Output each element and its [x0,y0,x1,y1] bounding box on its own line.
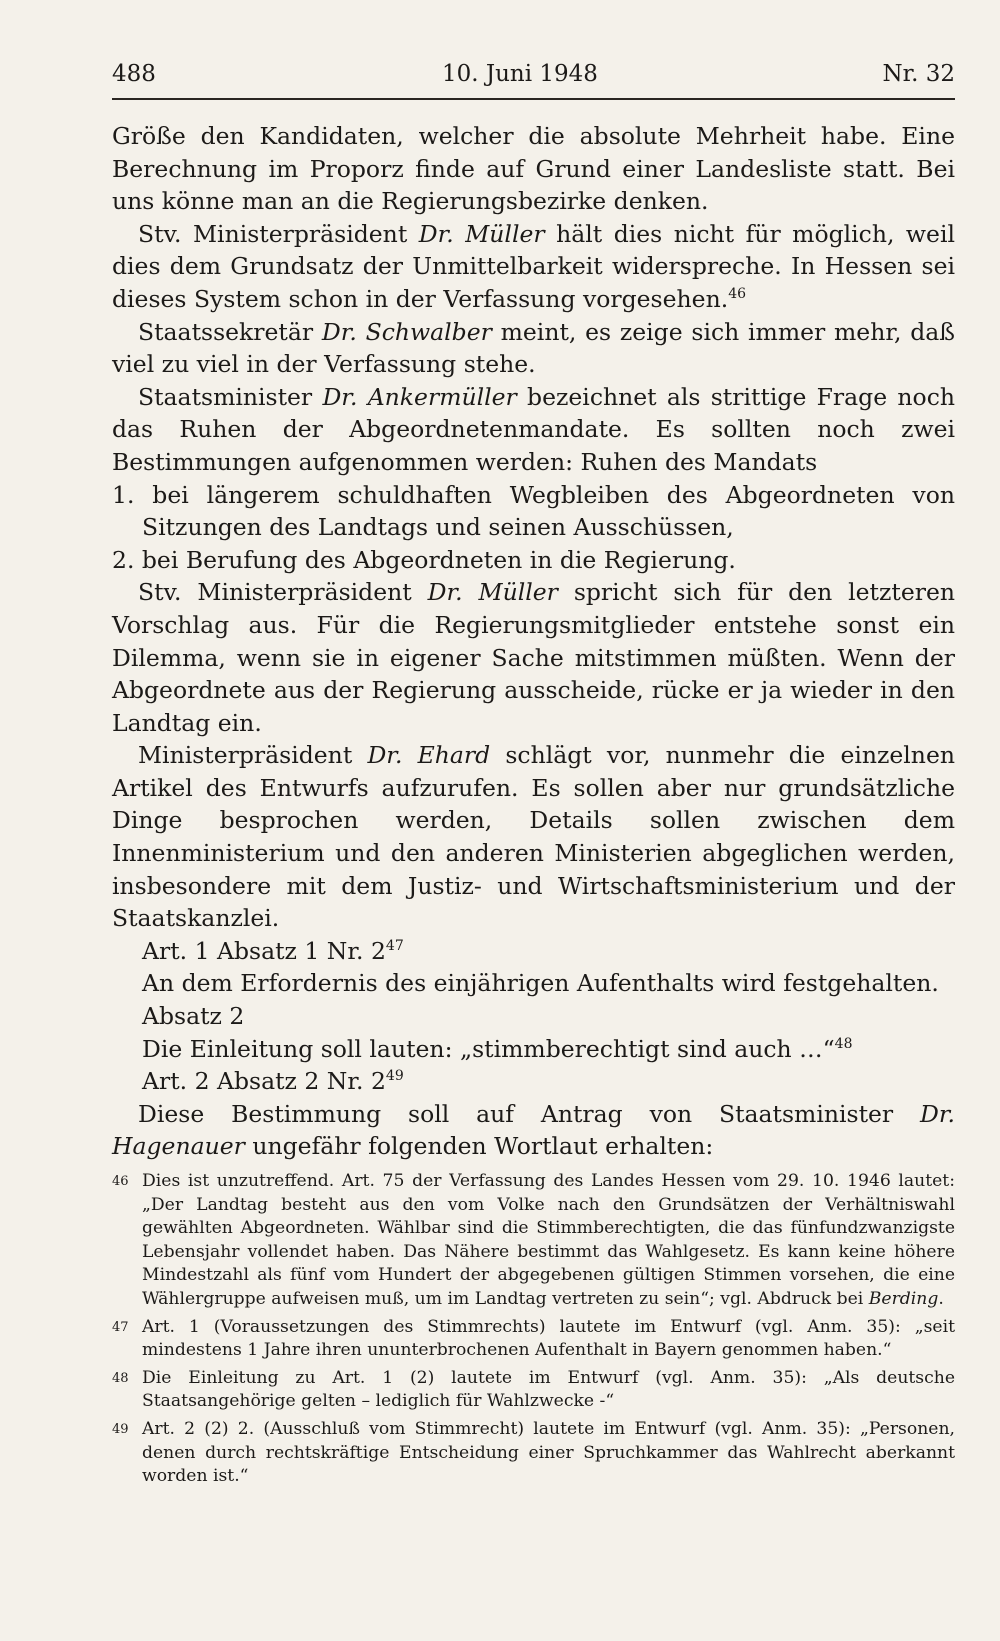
italic-name: Ankermüller [367,382,517,411]
italic-name: Dr. [920,1099,955,1128]
paragraph [112,576,955,739]
paragraph [112,1065,955,1098]
text-run: An dem Erfordernis des einjährigen Aufenthalts wird festgehalten. [142,969,939,998]
footnote-number: 46 [112,1174,129,1189]
body-text [112,120,955,1163]
paragraph [112,935,955,968]
italic-name: Dr. [427,578,479,607]
text-run: Die Einleitung zu Art. 1 (2) lautete im Entwurf (vgl. Anm. 35): „Als deutsche Staatsangehörige gelten – lediglich für Wahlzwecke -“ [142,1367,955,1412]
footnote-number: 49 [112,1421,129,1437]
paragraph [112,967,955,1000]
text-run: bezeichnet als strittige Frage noch das Ruhen der Abgeordnetenmandate. Es sollten noch zwei Bestimmungen aufgenommen werden: Ruhen des Mandats [112,382,955,476]
italic-name: Müller [478,578,558,607]
footnote [112,1316,955,1363]
text-run: Art. 2 (2) 2. (Ausschluß vom Stimmrecht) lautete im Entwurf (vgl. Anm. 35): „Personen, denen durch rechtskräftige Entscheidung einer Spruchkammer das Wahlrecht aberkannt worden ist.“ [142,1418,955,1487]
list-item [112,479,955,544]
text-run: schlägt vor, nunmehr die einzelnen Artikel des Entwurfs aufzurufen. Es sollen aber nur grundsätzliche Dinge besprochen werden, Details sollen zwischen dem Innenministerium und den anderen Ministerien abgeglichen werden, insbesondere mit dem Justiz- und Wirtschaftsministerium und der Staatskanzlei. [112,741,955,933]
paragraph [112,739,955,935]
text-run: Staatsminister [138,382,323,411]
list-item [112,544,955,577]
text-run: . [938,1288,944,1309]
paragraph [112,120,955,218]
italic-name: Schwalber [365,317,492,346]
footnote-ref: 48 [834,1035,853,1052]
paragraph [112,1000,955,1033]
text-run: spricht sich für den letzteren Vorschlag aus. Für die Regierungsmitglieder entstehe sonst ein Dilemma, wenn sie in eigener Sache mitstimmen müßten. Wenn der Abgeordnete aus der Regierung ausscheide, rücke er ja wieder in den Landtag ein. [112,578,955,737]
text-run: Absatz 2 [142,1002,245,1031]
footnote-ref: 49 [385,1068,404,1085]
italic-name: Hagenauer [112,1132,245,1161]
page-number: 488 [112,61,156,87]
text-run: meint, es zeige sich immer mehr, daß viel zu viel in der Verfassung stehe. [112,317,955,379]
footnote [112,1418,955,1489]
footnote-ref: 46 [728,286,747,303]
text-run: 2. bei Berufung des Abgeordneten in die Regierung. [112,545,736,574]
text-run: Staatssekretär [138,317,322,346]
text-run: Art. 2 Absatz 2 Nr. 2 [142,1067,386,1096]
italic-name: Dr. [367,741,418,770]
italic-name: Ehard [417,741,491,770]
text-run: Ministerpräsident [138,741,368,770]
paragraph [112,218,955,316]
text-run: Art. 1 Absatz 1 Nr. 2 [142,936,386,965]
text-run: Diese Bestimmung soll auf Antrag von Staatsminister [138,1099,921,1128]
paragraph [112,1098,955,1163]
text-run: Die Einleitung soll lauten: „stimmberechtigt sind auch …“ [142,1034,835,1063]
footnotes [112,1170,955,1493]
text-run: Art. 1 (Voraussetzungen des Stimmrechts) lautete im Entwurf (vgl. Anm. 35): „seit mindestens 1 Jahre ihren ununterbrochenen Aufenthalt in Bayern genommen haben.“ [142,1316,955,1361]
text-run: Stv. Ministerpräsident [138,219,419,248]
text-run: Größe den Kandidaten, welcher die absolute Mehrheit habe. Eine Berechnung im Proporz finde auf Grund einer Landesliste statt. Bei uns könne man an die Regierungsbezirke denken. [112,122,955,216]
paragraph [112,316,955,381]
footnote [112,1367,955,1414]
text-run: Stv. Ministerpräsident [138,578,428,607]
paragraph [112,381,955,479]
text-run: hält dies nicht für möglich, weil dies dem Grundsatz der Unmittelbarkeit widerspreche. In Hessen sei dieses System schon in der Verfassung vorgesehen. [112,219,955,313]
text-run: 1. bei längerem schuldhaften Wegbleiben des Abgeordneten von Sitzungen des Landtags und seinen Ausschüssen, [112,480,955,542]
italic-name: Dr. [321,317,366,346]
running-header [112,58,955,100]
footnote [112,1170,955,1312]
italic-name: Dr. [322,382,368,411]
header-date: 10. Juni 1948 [442,61,598,87]
footnote-number: 47 [112,1319,129,1335]
paragraph [112,1033,955,1066]
italic-name: Müller [465,219,545,248]
issue-number: Nr. 32 [882,61,955,87]
text-run: Dies ist unzutreffend. Art. 75 der Verfassung des Landes Hessen vom 29. 10. 1946 lautet: „Der Landtag besteht aus den vom Volke nach den Grundsätzen der Verhältniswahl gewählten Abgeordneten. Wählbar sind die Stimmberechtigten, die das fünfundzwanzigste Lebensjahr vollendet haben. Das Nähere bestimmt das Wahlgesetz. Es kann keine höhere Mindestzahl als fünf vom Hundert der abgegebenen gültigen Stimmen vorsehen, die eine Wählergruppe aufweisen muß, um im Landtag vertreten zu sein“; vgl. Abdruck bei [142,1171,955,1309]
italic-name: Dr. [418,219,466,248]
footnote-ref: 47 [385,938,404,955]
text-run: ungefähr folgenden Wortlaut erhalten: [244,1132,714,1161]
italic-name: Berding [868,1288,939,1309]
footnote-number: 48 [112,1370,129,1386]
